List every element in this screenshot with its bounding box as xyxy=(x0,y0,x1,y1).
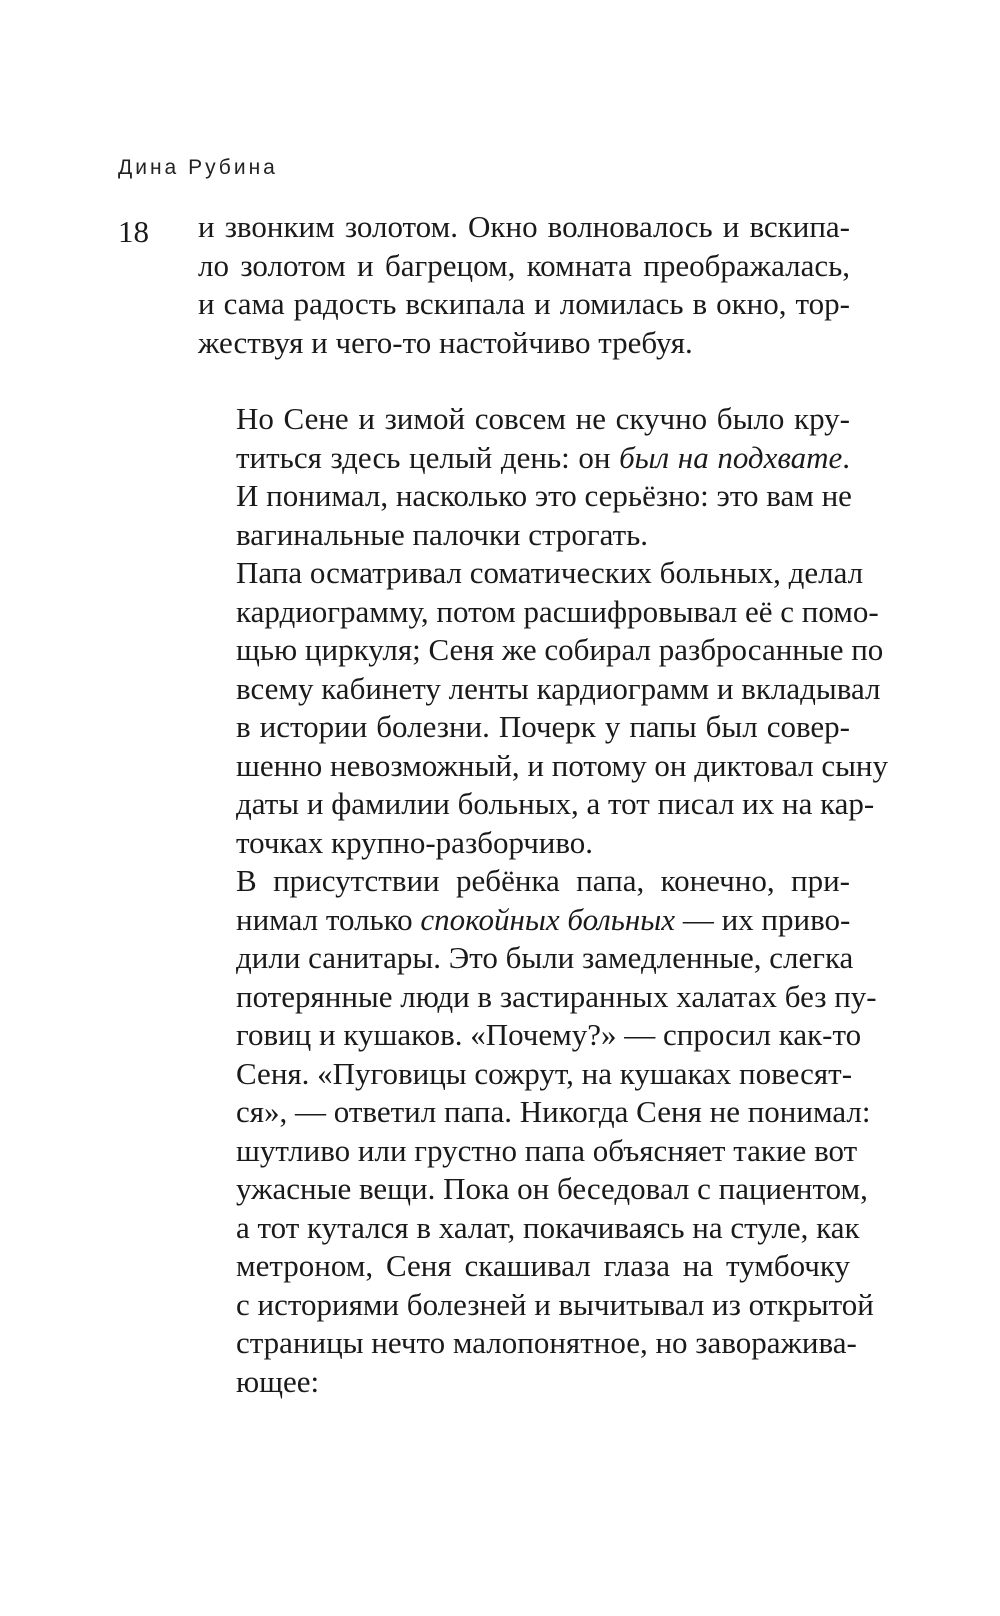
text-line xyxy=(198,1055,853,1094)
text-line xyxy=(198,324,850,363)
text-line xyxy=(198,824,850,863)
text-line xyxy=(198,439,850,478)
text-run: Но Сене и зимой совсем не скучно было кру- xyxy=(236,401,850,436)
text-line xyxy=(198,1286,874,1325)
text-run: с историями болезней и вычитывал из открытой xyxy=(236,1286,874,1322)
text-run: щью циркуля; Сеня же собирал разбросанные по xyxy=(236,632,884,667)
text-run: в истории болезни. Почерк у папы был совер- xyxy=(236,709,850,744)
text-line xyxy=(198,400,850,439)
paragraph-3 xyxy=(198,554,888,862)
text-run: Папа осматривал соматических больных, делал xyxy=(236,555,864,590)
text-run: кардиограмму, потом расшифровывал её с помо- xyxy=(236,593,879,629)
text-line xyxy=(198,1170,868,1209)
text-line xyxy=(198,247,850,286)
text-line xyxy=(198,208,850,247)
text-run: ужасные вещи. Пока он беседовал с пациентом, xyxy=(236,1171,868,1206)
text-run: страницы нечто малопонятное, но заворажива- xyxy=(236,1325,857,1360)
text-run: шенно невозможный, и потому он диктовал сыну xyxy=(236,747,888,783)
text-line xyxy=(198,978,877,1017)
text-line xyxy=(198,862,850,901)
text-run: дили санитары. Это были замедленные, слегка xyxy=(236,940,854,975)
text-run: даты и фамилии больных, а тот писал их на кар- xyxy=(236,786,875,821)
text-run: ло золотом и багрецом, комната преображалась, xyxy=(198,247,850,283)
text-line xyxy=(198,1363,850,1402)
text-line xyxy=(198,285,850,324)
text-run: метроном, Сеня скашивал глаза на тумбочку xyxy=(236,1248,850,1283)
text-line xyxy=(198,1247,850,1286)
text-run: ющее: xyxy=(236,1363,320,1399)
running-head-author: Дина Рубина xyxy=(118,156,278,179)
paragraph-1 xyxy=(198,208,850,362)
text-line xyxy=(198,1093,871,1132)
text-line xyxy=(198,631,884,670)
italic-phrase: был на подхвате xyxy=(619,439,843,475)
paragraph-4 xyxy=(198,862,877,1401)
text-run: всему кабинету ленты кардиограмм и вкладывал xyxy=(236,670,881,706)
text-line xyxy=(198,670,881,709)
text-run: точках крупно-разборчиво. xyxy=(236,824,594,860)
italic-phrase: спокойных больных xyxy=(420,901,676,937)
text-run: титься здесь целый день: он xyxy=(236,439,620,475)
text-run: вагинальные палочки строгать. xyxy=(236,516,649,552)
text-run: а тот кутался в халат, покачиваясь на стуле, как xyxy=(236,1209,860,1245)
text-line xyxy=(198,939,854,978)
text-line xyxy=(198,593,879,632)
text-run: потерянные люди в застиранных халатах без пу- xyxy=(236,978,877,1014)
text-run: говиц и кушаков. «Почему?» — спросил как-то xyxy=(236,1017,862,1052)
text-run: Сеня. «Пуговицы сожрут, на кушаках повесят- xyxy=(236,1055,853,1091)
text-line xyxy=(198,1209,860,1248)
text-run: . xyxy=(842,439,850,475)
text-line xyxy=(198,1132,858,1171)
text-line xyxy=(198,708,850,747)
text-run: и сама радость вскипала и ломилась в окно, тор- xyxy=(198,286,850,321)
text-run: — их приво- xyxy=(675,901,851,937)
paragraph-2 xyxy=(198,400,850,554)
text-line xyxy=(198,554,864,593)
text-line xyxy=(198,477,850,516)
body-text xyxy=(198,208,888,1401)
text-line xyxy=(198,785,875,824)
text-run: жествуя и чего-то настойчиво требуя. xyxy=(198,324,693,360)
text-run: шутливо или грустно папа объясняет такие вот xyxy=(236,1132,858,1168)
text-line xyxy=(198,1324,857,1363)
text-run: И понимал, насколько это серьёзно: это вам не xyxy=(236,478,852,513)
text-run: ся», — ответил папа. Никогда Сеня не понимал: xyxy=(236,1094,871,1129)
text-line xyxy=(198,516,850,555)
text-line xyxy=(198,901,850,940)
text-run: нимал только xyxy=(236,901,421,937)
text-line xyxy=(198,747,888,786)
text-run: и звонким золотом. Окно волновалось и вскипа- xyxy=(198,209,850,244)
text-line xyxy=(198,1016,862,1055)
text-run: В присутствии ребёнка папа, конечно, при- xyxy=(236,863,850,898)
page-number: 18 xyxy=(118,214,149,249)
